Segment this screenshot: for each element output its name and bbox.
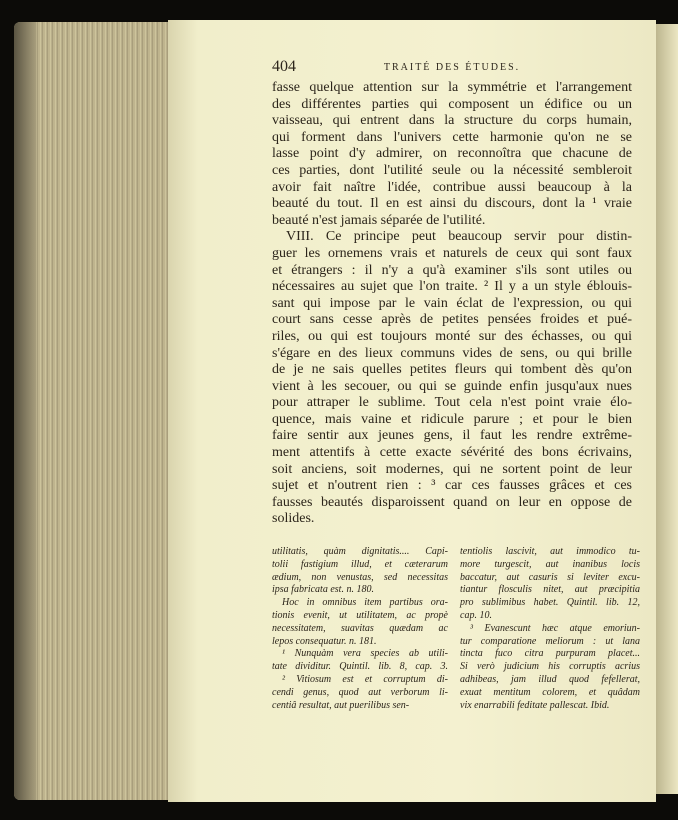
book-spine-shadow xyxy=(14,22,36,800)
text-line: VIII. Ce principe peut beaucoup servir pour distin- xyxy=(286,229,632,245)
text-line: des différentes parties qui composent un édifice ou un xyxy=(272,96,632,112)
facing-page-edge xyxy=(656,24,678,794)
page-edges-stack xyxy=(14,22,174,800)
text-line: tiantur flosculis nitet, aut præcipitia xyxy=(460,584,640,596)
main-text xyxy=(272,80,632,528)
text-line: faire sentir aux jeunes gens, il faut les rendre extrême- xyxy=(272,428,632,444)
text-line: utilitatis, quàm dignitatis.... Capi- xyxy=(272,546,448,557)
text-line: tionis evenit, ut utilitatem, ac propè xyxy=(272,609,448,621)
text-line: beauté du tout. Il en est ainsi du discours, dont la ¹ vraie xyxy=(272,196,632,212)
text-line: Hoc in omnibus item partibus ora- xyxy=(282,597,448,609)
text-line: tur comparatione meliorum : ut lana xyxy=(460,635,640,647)
page-number: 404 xyxy=(272,58,296,75)
text-line: pro sublimibus habet. Quintil. lib. 12, xyxy=(460,597,640,609)
text-line: tincta fuco citra purpuram placet... xyxy=(460,648,640,660)
text-line: more turgescit, aut inanibus locis xyxy=(460,558,640,570)
text-line: beauté n'est jamais séparée de l'utilité. xyxy=(272,212,486,228)
text-line: lepos consequatur. n. 181. xyxy=(272,635,377,647)
text-line: qui forment dans l'univers cette harmonie qu'on ne se xyxy=(272,129,632,145)
text-line: baccatur, aut casuris si leviter excu- xyxy=(460,571,640,583)
text-line: cendi genus, quod aut verborum li- xyxy=(272,686,448,698)
text-line: ¹ Nunquàm vera species ab utili- xyxy=(282,648,448,660)
text-line: ment attentifs à cette exacte sévérité des bons écrivains, xyxy=(272,445,632,461)
text-line: Si verò judicium his corruptis acrius xyxy=(460,661,640,673)
text-line: solides. xyxy=(272,511,315,527)
text-line: vient à les secouer, ou qui se guinde enfin jusqu'aux nues xyxy=(272,378,632,394)
text-line: exuat mentitum colorem, et quâdam xyxy=(460,686,640,698)
text-line: pour attraper le sublime. Tout cela n'est point vraie élo- xyxy=(272,395,632,411)
text-line: vix enarrabili feditate pallescat. Ibid. xyxy=(460,699,610,711)
text-line: fausses beautés disparoissent quand on leur en oppose de xyxy=(272,494,632,510)
text-line: ædium, non venustas, sed necessitas xyxy=(272,571,448,583)
text-line: tate dividitur. Quintil. lib. 8, cap. 3. xyxy=(272,661,448,673)
text-line: adhibeas, jam illud quod fefellerat, xyxy=(460,673,640,685)
text-line: de je ne sais quelles petites fleurs qui tombent dès qu'on xyxy=(272,362,632,378)
text-line: sant qui impose par le vain éclat de l'expression, ou qui xyxy=(272,295,632,311)
text-line: sujet et n'outrent rien : ³ car ces fausses grâces et ces xyxy=(272,478,632,494)
text-line: avoir fait naître l'idée, contribue aussi beaucoup à la xyxy=(272,179,632,195)
text-line: et étrangers : il n'y a qu'à examiner s'ils sont utiles ou xyxy=(272,262,632,278)
footnotes-right-column xyxy=(460,546,640,712)
text-line: quence, mais vaine et ridicule parure ; et pour le bien xyxy=(272,411,632,427)
text-line: ces parties, dont l'utilité seule ou la nécessité sembleroit xyxy=(272,162,632,178)
text-line: soit anciens, soit modernes, qui ne sortent point de leur xyxy=(272,461,632,477)
text-line: ³ Evanescunt hæc atque emoriun- xyxy=(470,622,640,634)
text-line: centiâ resultat, aut puerilibus sen- xyxy=(272,699,410,711)
text-line: riles, ou qui est toujours monté sur des échasses, ou qui xyxy=(272,328,632,344)
text-line: tolii fastigium illud, et cæterarum xyxy=(272,558,448,570)
text-line: lasse point d'y admirer, on reconnoîtra que chacune de xyxy=(272,146,632,162)
text-line: s'égare en des lieux communs vides de sens, ou qui brille xyxy=(272,345,632,361)
text-line: cap. 10. xyxy=(460,609,492,621)
text-line: ipsa fabricata est. n. 180. xyxy=(272,584,374,596)
running-title: TRAITÉ DES ÉTUDES. xyxy=(383,62,521,73)
text-line: necessitatem, suavitas quædam ac xyxy=(272,622,448,634)
text-line: vaisseau, qui entrent dans la structure du corps humain, xyxy=(272,113,632,129)
text-line: guer les ornemens vrais et naturels de ceux qui sont faux xyxy=(272,245,632,261)
text-line: nécessaires au sujet que l'on traite. ² Il y a un style éblouis- xyxy=(272,279,632,295)
text-line: court sans cesse après de petites pensées froides et pué- xyxy=(272,312,632,328)
footnotes-left-column xyxy=(272,546,448,712)
text-line: ² Vitiosum est et corruptum di- xyxy=(282,673,448,685)
text-line: tentiolis lascivit, aut immodico tu- xyxy=(460,546,640,557)
text-line: fasse quelque attention sur la symmétrie et l'arrangement xyxy=(272,80,632,95)
